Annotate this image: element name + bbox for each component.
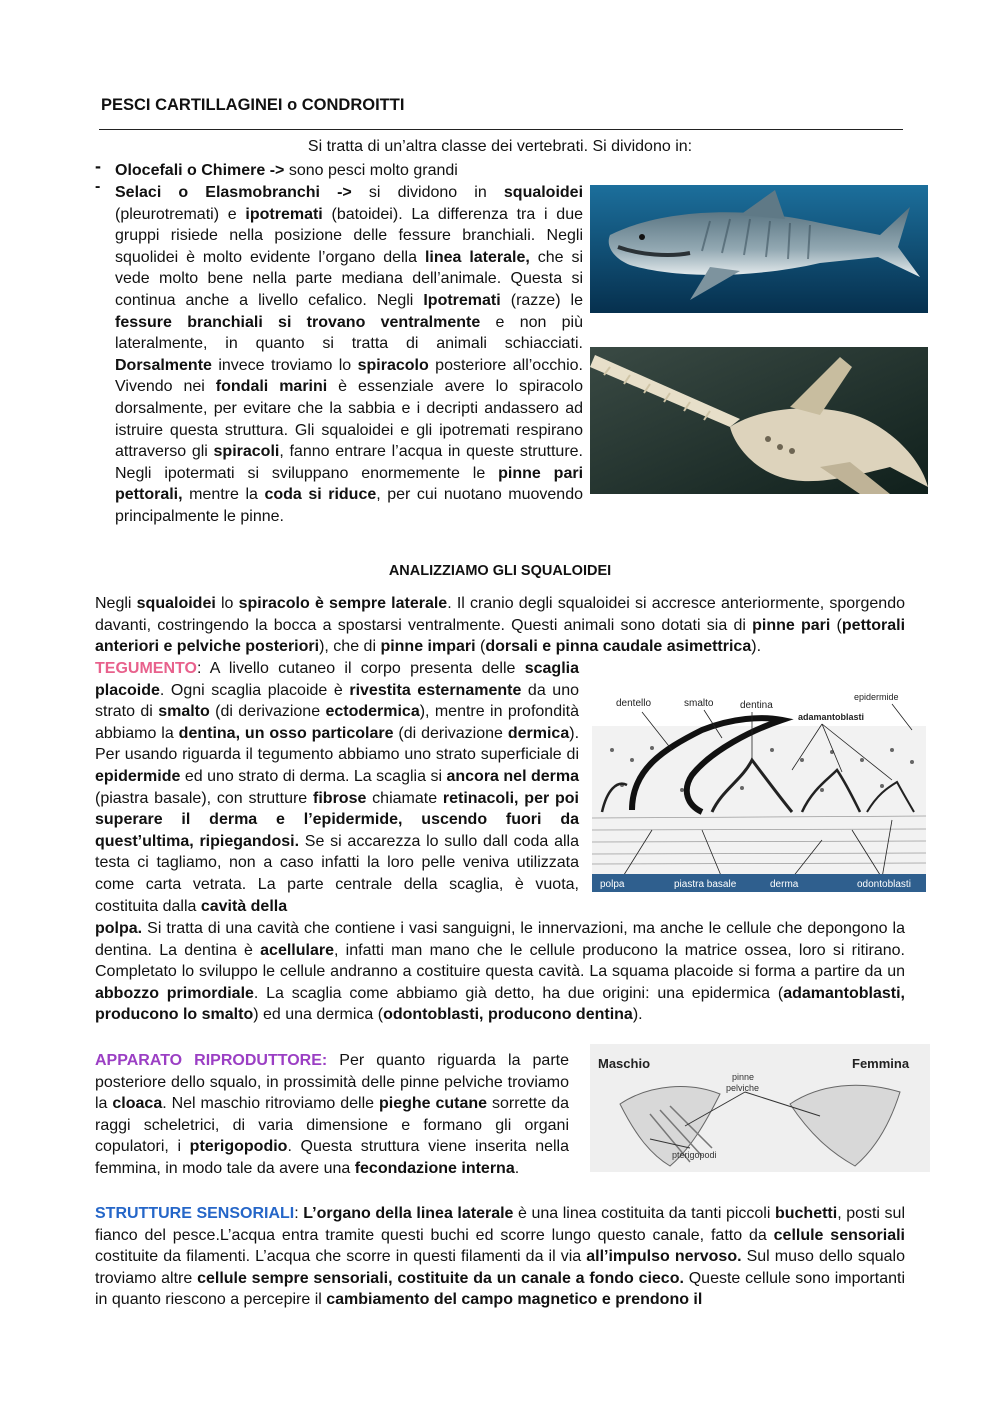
text-segment: Negli bbox=[95, 595, 137, 612]
text-segment: ), mentre in profondità abbiamo la bbox=[95, 703, 579, 742]
bold-term: cambiamento del campo magnetico e prendono il bbox=[326, 1291, 703, 1309]
bold-term: cloaca bbox=[112, 1095, 163, 1113]
text-segment: (pleurotremati) e bbox=[115, 205, 246, 223]
bold-term: ectodermica bbox=[325, 703, 420, 721]
text-segment: . Il cranio degli squaloidei si accresce anteriormente, sporgendo davanti, costringendo la bocca a spostarsi ventralmente. Questi animali sono dotati sia di bbox=[95, 595, 905, 634]
para-riproduttore bbox=[95, 1050, 569, 1180]
text-segment: posteriore all’occhio. Vivendo nei bbox=[115, 356, 583, 396]
bold-term: pieghe cutane bbox=[379, 1095, 488, 1113]
text-segment: . Ogni scaglia placoide è bbox=[159, 681, 350, 699]
bold-term: retinacoli, per poi superare il derma e l’epidermide, uscendo fuori da quest’ultima, ripiegandosi. bbox=[95, 789, 579, 850]
bold-term: L’organo della linea laterale bbox=[303, 1205, 514, 1222]
label-odontoblasti: odontoblasti bbox=[857, 879, 911, 890]
text-segment: , infatti man mano che le cellule producono la matrice ossea, loro si ritirano. Completato lo sviluppo le cellule andranno a costituire questa cavità. La squama placoide si forma a partire da un bbox=[95, 941, 906, 981]
label-dentina: dentina bbox=[740, 700, 773, 711]
bold-term: ancora nel derma bbox=[446, 767, 580, 785]
text-segment: . Nel maschio ritroviamo delle bbox=[162, 1095, 379, 1113]
pelvic-fins-diagram bbox=[590, 1044, 930, 1172]
shark-photo bbox=[590, 185, 928, 313]
text-segment: : bbox=[294, 1205, 304, 1222]
bold-term: all’impulso nervoso. bbox=[586, 1248, 742, 1266]
label-pinne: pinne bbox=[732, 1072, 755, 1082]
label-pelviche: pelviche bbox=[726, 1083, 760, 1093]
riproduttore-heading: APPARATO RIPRODUTTORE: bbox=[95, 1052, 328, 1069]
text-segment: chiamate bbox=[366, 789, 443, 807]
bullet-dash: - bbox=[95, 156, 101, 176]
text-segment: Queste cellule sono importanti in quanto riescono a percepire il bbox=[95, 1269, 906, 1309]
text-segment: (piastra basale), con strutture bbox=[95, 789, 314, 807]
bold-term: smalto bbox=[158, 703, 210, 721]
text-segment: da uno strato di bbox=[95, 681, 579, 721]
bullet-selaci-term: Selaci o Elasmobranchi -> bbox=[115, 184, 352, 201]
label-dentello: dentello bbox=[616, 698, 652, 709]
bold-term: pinne pari pettorali, bbox=[115, 464, 584, 504]
section-title: ANALIZZIAMO GLI SQUALOIDEI bbox=[388, 563, 612, 579]
text-segment: ). bbox=[751, 638, 762, 656]
bold-term: cellule sempre sensoriali, costituite da un canale a fondo cieco. bbox=[197, 1269, 684, 1287]
label-femmina: Femmina bbox=[852, 1056, 910, 1071]
bold-term: cavità della bbox=[200, 897, 288, 915]
text-segment: è una linea costituita da tanti piccoli bbox=[513, 1205, 775, 1222]
label-maschio: Maschio bbox=[598, 1056, 651, 1071]
label-smalto: smalto bbox=[684, 698, 714, 709]
intro-line: Si tratta di un’altra classe dei vertebrati. Si dividono in: bbox=[307, 138, 693, 155]
text-segment: Per quanto riguarda la parte posteriore dello squalo, in prossimità delle pinne pelviche troviamo la bbox=[95, 1052, 569, 1113]
bold-term: spiracolo bbox=[357, 356, 429, 374]
text-segment: (razze) le bbox=[500, 291, 584, 309]
bold-term: dentina, un osso particolare bbox=[178, 724, 394, 742]
label-epidermide: epidermide bbox=[854, 692, 899, 702]
riproduttore-text bbox=[95, 1052, 569, 1177]
text-segment: ( bbox=[475, 638, 486, 656]
text-segment: e non più lateralmente, in quanto si tratta di animali schiacciati. bbox=[115, 313, 584, 353]
bold-term: Dorsalmente bbox=[115, 356, 212, 374]
placoid-scale-diagram bbox=[592, 690, 926, 892]
bold-term: squaloidei bbox=[503, 184, 584, 201]
tegumento-text bbox=[95, 660, 579, 915]
bold-term: fondali marini bbox=[215, 378, 328, 396]
text-segment: costituite da filamenti. L’acqua che scorre in questi filamenti da il via bbox=[95, 1248, 587, 1266]
bold-term: fecondazione interna bbox=[354, 1159, 515, 1177]
text-segment: . La scaglia come abbiamo già detto, ha due origini: una epidermica ( bbox=[253, 984, 784, 1002]
para-tegumento bbox=[95, 658, 579, 917]
bullet-selaci-text bbox=[115, 184, 583, 525]
bold-term: squaloidei bbox=[136, 595, 216, 612]
bullet-dash: - bbox=[95, 178, 101, 195]
bold-term: cellule sensoriali bbox=[773, 1226, 906, 1244]
text-segment: ed uno strato di derma. La scaglia si bbox=[180, 767, 447, 785]
text-segment: mentre la bbox=[182, 486, 265, 504]
label-polpa: polpa bbox=[600, 879, 625, 890]
text-segment: Se si accarezza lo sullo dall coda alla testa ci tagliamo, non a caso infatti la loro pelle veniva utilizzata come carta vetrata. La parte centrale della scaglia, è vuota, costituita dalla bbox=[95, 832, 579, 915]
bold-term: dorsali e pinna caudale asimettrica bbox=[485, 638, 752, 656]
sawfish-photo bbox=[590, 347, 928, 494]
tegumento-heading: TEGUMENTO bbox=[95, 660, 197, 677]
label-pterigopodi: pterigopodi bbox=[672, 1150, 717, 1160]
bold-term: pterigopodio bbox=[189, 1138, 288, 1156]
bullet-olocefali-desc: sono pesci molto grandi bbox=[284, 162, 458, 179]
text-segment: , fanno entrare l’acqua in queste strutture. Negli ipotermati si sviluppano enormemente le bbox=[115, 443, 583, 482]
bold-term: buchetti bbox=[774, 1205, 838, 1222]
text-segment: . bbox=[514, 1159, 520, 1177]
text-segment: invece troviamo lo bbox=[211, 356, 358, 374]
bold-term: scaglia placoide bbox=[95, 660, 579, 699]
bullet-olocefali bbox=[115, 160, 595, 182]
bold-term: coda si riduce bbox=[264, 486, 377, 504]
bold-term: spiracolo è sempre laterale bbox=[238, 595, 448, 612]
text-segment: , posti sul fianco del pesce.L’acqua entra tramite questi buchi ed scorre lungo questo canale, fatto da bbox=[95, 1205, 906, 1244]
text-segment: : A livello cutaneo il corpo presenta delle bbox=[196, 660, 525, 677]
bold-term: rivestita esternamente bbox=[349, 681, 522, 699]
bold-term: pinne impari bbox=[380, 638, 476, 656]
text-segment: (di derivazione bbox=[393, 724, 508, 742]
text-segment: ) ed una dermica ( bbox=[253, 1006, 384, 1024]
bold-term: pettorali anteriori e pelviche posteriori bbox=[95, 616, 906, 656]
para-squaloidei-text bbox=[95, 595, 905, 655]
para-sensoriali bbox=[95, 1203, 905, 1311]
text-segment: è essenziale avere lo spiracolo dorsalmente, per evitare che la sabbia e i decripti andassero ad istruire questa struttura. Gli squaloidei e gli ipotremati respirano attraverso gli bbox=[115, 378, 584, 461]
text-segment: Sul muso dello squalo troviamo altre bbox=[95, 1248, 906, 1287]
bold-term: abbozzo primordiale bbox=[95, 984, 254, 1002]
bold-term: polpa. bbox=[95, 920, 143, 937]
text-segment: , per cui nuotano muovendo principalmente le pinne. bbox=[115, 486, 584, 525]
text-segment: (batoidei). La differenza tra i due gruppi risiede nella posizione delle fessure branchiali. Negli squolidei è molto evidente l’organo della bbox=[115, 205, 583, 266]
text-segment: . Questa struttura viene inserita nella femmina, in modo tale da avere una bbox=[95, 1138, 570, 1177]
bullet-selaci bbox=[115, 182, 583, 528]
text-segment: ), che di bbox=[319, 638, 381, 656]
para-tegumento-cont bbox=[95, 918, 905, 1026]
bold-term: acellulare bbox=[260, 941, 334, 959]
bold-term: fibrose bbox=[313, 789, 367, 807]
bold-term: epidermide bbox=[95, 767, 181, 785]
label-derma: derma bbox=[770, 879, 799, 890]
bold-term: Ipotremati bbox=[423, 291, 501, 309]
bold-term: ipotremati bbox=[245, 205, 323, 223]
bold-term: fessure branchiali si trovano ventralmente bbox=[115, 313, 481, 331]
label-adamantoblasti: adamantoblasti bbox=[798, 712, 865, 722]
text-segment: sorrette da raggi scheletrici, di varia dimensione e formano gli organi copulatori, i bbox=[95, 1095, 570, 1156]
text-segment: (di derivazione bbox=[209, 703, 326, 721]
text-segment: si dividono in bbox=[351, 184, 504, 201]
para-squaloidei bbox=[95, 593, 905, 658]
title-underline bbox=[99, 129, 903, 130]
bold-term: adamantoblasti, producono lo smalto bbox=[95, 984, 905, 1024]
bullet-olocefali-term: Olocefali o Chimere -> bbox=[115, 162, 285, 179]
text-segment: Si tratta di una cavità che contiene i vasi sanguigni, le innervazioni, ma anche le cellule che depongono la dentina. La dentina è bbox=[95, 920, 905, 959]
bold-term: dermica bbox=[507, 724, 570, 742]
bold-term: linea laterale, bbox=[424, 248, 530, 266]
page-title: PESCI CARTILLAGINEI o CONDROITTI bbox=[101, 96, 405, 114]
bold-term: spiracoli bbox=[213, 443, 280, 461]
sensoriali-heading: STRUTTURE SENSORIALI bbox=[95, 1205, 295, 1222]
label-piastra-basale: piastra basale bbox=[674, 879, 737, 890]
text-segment: ( bbox=[830, 616, 842, 634]
bold-term: odontoblasti, producono dentina bbox=[383, 1006, 633, 1024]
text-segment: ). bbox=[632, 1006, 643, 1024]
text-segment: che si vede molto bene nella parte mediana dell’animale. Questa si continua anche a livello cefalico. Negli bbox=[115, 248, 584, 309]
text-segment: ). Per usando riguarda il tegumento abbiamo uno strato superficiale di bbox=[95, 724, 580, 764]
bold-term: pinne pari bbox=[752, 616, 831, 634]
text-segment: lo bbox=[215, 595, 239, 612]
tegumento-cont-text bbox=[95, 920, 905, 1023]
